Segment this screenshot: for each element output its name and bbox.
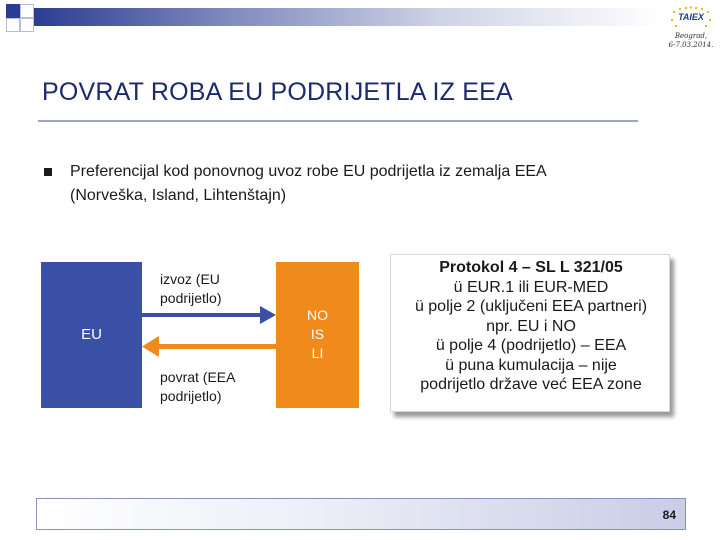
return-label-line: povrat (EEA	[160, 369, 236, 385]
protocol-line: ü EUR.1 ili EUR-MED	[453, 278, 609, 296]
bullet-line: Preferencijal kod ponovnog uvoz robe EU podrijetla iz zemalja EEA	[70, 163, 547, 180]
return-label-line: podrijetlo)	[160, 388, 222, 404]
protocol-line: ü puna kumulacija – nije	[445, 356, 617, 374]
eea-country: LI	[311, 345, 324, 361]
export-label	[160, 270, 221, 308]
export-arrow	[142, 306, 276, 324]
export-label-line: podrijetlo)	[160, 290, 222, 306]
page-number: 84	[662, 508, 676, 522]
return-arrow	[142, 336, 276, 357]
eu-label: EU	[81, 326, 102, 343]
eea-country: IS	[310, 326, 325, 342]
eea-country: NO	[307, 307, 328, 323]
return-label	[160, 368, 235, 406]
export-label-line: izvoz (EU	[160, 271, 220, 287]
protocol-line: npr. EU i NO	[486, 317, 576, 335]
slide-title: POVRAT ROBA EU PODRIJETLA IZ EEA	[42, 78, 513, 106]
protocol-line: ü polje 2 (uključeni EEA partneri)	[414, 298, 648, 315]
logo-date: 6-7.03.2014.	[668, 41, 714, 49]
logo-name: TAIEX	[678, 12, 704, 22]
protocol-line: ü polje 4 (podrijetlo) – EEA	[435, 337, 627, 354]
footer-bar	[36, 498, 686, 530]
protocol-line: podrijetlo države već EEA zone	[420, 376, 642, 393]
protocol-title: Protokol 4 – SL L 321/05	[439, 259, 623, 276]
logo-location: Beograd,	[674, 32, 708, 40]
bullet-line: (Norveška, Island, Lihtenštajn)	[70, 187, 287, 204]
protocol-text	[394, 258, 668, 395]
